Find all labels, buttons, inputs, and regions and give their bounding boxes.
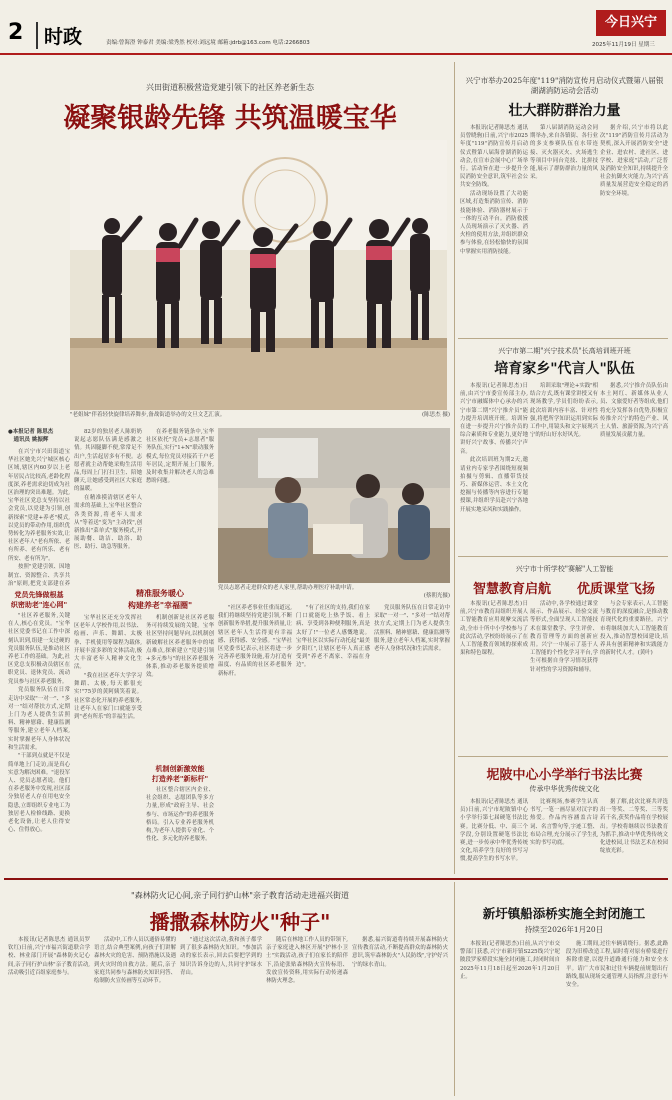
lead-subhead-1b: 织密助老"连心网" (10, 601, 68, 609)
lead-body-col3b (146, 614, 214, 764)
lead-body-col1b (8, 612, 70, 872)
calligraphy-body-col2 (530, 798, 598, 874)
masthead (0, 0, 672, 55)
lead-body-col2 (74, 428, 142, 588)
calligraphy-paragraph: 据了解,此次比赛共评选出一等奖、二等奖、三等奖若干名,获奖作品将在学校展出。学校将继续以书法教育为抓手,推动中华优秀传统文化进校园,让书法艺术在校园绽放光彩。 (600, 799, 668, 855)
lead-body-col6 (374, 604, 450, 872)
calligraphy-paragraph: 比赛现场,参赛学生认真书写,一笔一画尽显对汉字的热爱。作品内容涵盖古诗词、名言警句等,字迹工整、布局合理,充分展示了学生扎实的书写功底。 (530, 799, 598, 847)
lead-paragraph: 在兴宁市兴田街道宝华社区她先兴宁城区核心区域,辖区内60岁以上老年居民占比较高,老龄化程度深,养老需求迫切成为社区治理的突出难题。为此,宝华社区党总支坚持以社会党员,以党建为引领,创新探索"党建+养老"模式,以党员的带动作用,组织优势转化为养老服务实效,让社区老年人"老有所依、老有所养、老有所乐、老有所安、老有所为"。 (8, 449, 70, 562)
training-headline: 培育家乡"代言人"队伍 (494, 361, 635, 377)
forest-kicker: "森林防火记心间,亲子同行护山林"亲子教育活动走进福兴街道 (131, 891, 349, 900)
lead-paragraph: 社区整合辖区内企业、社会组织、志愿团队等多方力量,形成"政府主导、社会参与、市场运作"的养老服务格局。引入专业养老服务机构,为老年人提供专业化、个性化、多元化的养老服务。 (146, 787, 214, 843)
training-paragraph: 据悉,兴宁推介员队伍由本土网红、新媒体从业人员、文旅爱好者等组成,他们将充分发挥各自优势,积极宣传推介兴宁的特色产业、风土人情、旅游资源,为兴宁高质量发展贡献力量。 (600, 383, 668, 439)
ai-kicker: 兴宁市十所学校"赛解"人工智能 (515, 565, 614, 573)
bridge-paragraph: 本报讯(记者陈思杰)日前,从兴宁市交警部门获悉,兴宁市新圩镇S225线兴宁坭陂段罗家桥段实施全封闭施工,封闭时间自2025年11月18日起至2026年1月20日止。 (460, 941, 560, 980)
fire-body-col3 (600, 124, 668, 336)
ai-body-col3 (600, 600, 668, 754)
ai-paragraph: 与会专家表示,人工智能与教育的深度融合,是推动教育现代化的重要路径。兴宁市将继续加大人工智能教育投入,推动智慧校园建设,培养具有创新精神和实践能力的新时代人才。(黄叶) (600, 601, 668, 657)
lead-paragraph: "有了社区的支持,我们在家门口就能吃上热乎饭、看上病、享受到各种便利服务,真是太好了!"一位老人感慨地说。宝华社区以实际行动托起"最美夕阳红",让辖区老年人真正感受到"养老不离家、幸福在身边"。 (296, 605, 370, 669)
training-paragraph: 本报讯(记者陈思杰)日前,由兴宁市委宣传部主办,兴宁市融媒体中心承办的兴宁市第二期"兴宁推介员"能力提升培训班开班。培训旨在进一步提升兴宁推介员的综合素质和专业能力,更好地讲好兴宁故事、传播兴宁声音。 (460, 383, 528, 455)
lead-paragraph: 党员服务队伍在日常走访中采取"一对一"、"多对一"结对帮扶方式,定期上门为老人提供生活照料、精神慰藉、健康监测等服务,建立老年人档案,实时掌握老年人身体状况和生活需求。 (8, 687, 70, 751)
editors-line: 责编:曾海澄 钟泰君 美编:梁秀然 校对:刘远境 邮箱:jdrb@163.com 电话:2266803 (106, 40, 310, 46)
forest-body-col1 (8, 936, 90, 1094)
fire-paragraph: 第八届湖消防运动会同期举办,来自各镇街、各行业的多支参赛队伍在水带连接、灭火器灭火、火场逃生等项目中同台竞技、比拼技能,展示了群防群治力量的风采。 (530, 125, 598, 181)
lead-subhead-2: 精准服务暖心 (136, 589, 184, 598)
training-paragraph: 此次培训班为期2天,邀请业内专家学者围绕短视频拍摄与剪辑、直播带货技巧、新媒体运营、本土文化挖掘与传播等内容进行专题授课,并组织学员赴兴宁各地开展实地采风和实践操作。 (460, 457, 528, 513)
calligraphy-body-col3 (600, 798, 668, 874)
calligraphy-headline: 坭陂中心小学举行书法比赛 (486, 768, 643, 783)
lead-body-col2b (74, 614, 142, 872)
training-body-col1 (460, 382, 528, 554)
fire-paragraph: 活动现场设置了大功能区域,打造集消防宣传、消防技能体验、消防器材展示于一体的互动平台。消防救援人员现场演示了灭火器、消火栓的使用方法,并组织群众参与体验,在轻松愉快的氛围中掌握实用消防技能。 (460, 191, 528, 255)
page-number: 2 (8, 20, 24, 45)
ai-body-col2 (530, 600, 598, 754)
forest-paragraph: 据悉,福兴街道将持续开展森林防火宣传教育活动,不断提高群众的森林防火意识,筑牢森林防火"人民防线",守护好兴宁的绿水青山。 (352, 937, 448, 968)
lead-body-col3 (146, 428, 214, 588)
forest-body-col3 (180, 936, 262, 1094)
lead-paragraph: "干部到点就是不仅是简单地上门走访,而是真心实意为解决困难。"退役军人、党员志愿者说。他们在养老服务中发现,社区部分独居老人存在用电安全隐患,立即组织专业电工为独居老人检修线路、更换老化设备,让老人住得安心、住得放心。 (8, 753, 70, 834)
lead-body-col4 (218, 604, 292, 872)
ai-paragraph: 本报讯(记者陈思杰)日前,兴宁市教育局组织开展人工智能教育应用观摩交流活动,全市十所中小学校参与了此次活动,学校纷纷展示了在人工智能教育领域的探索成果和特色课程。 (460, 601, 528, 657)
bridge-body-col1 (460, 940, 560, 1094)
bridge-headline: 新圩镇船添桥实施全封闭施工 (482, 906, 646, 921)
training-body-col2 (530, 382, 598, 554)
ai-paragraph: 活动中,各学校通过课堂展示、作品展示、经验交流等形式,全面呈现人工智能技术在课堂教学、学生评价、教育管理等方面的创新应用。兴宁一中展示了基于人工智能的个性化学习平台,学生可根据自身学习情况获得针对性的学习资源和辅导。 (530, 601, 598, 673)
lead-body-col3c (146, 786, 214, 872)
ai-headline-right: 优质课堂飞扬 (576, 582, 655, 597)
forest-body-col2 (94, 936, 176, 1094)
lead-photo-credit: (陈思杰 摄) (421, 412, 450, 418)
lead-body-col1 (8, 448, 70, 588)
lead-body-col5 (296, 604, 370, 872)
lead-subhead-3: 机制创新激效能 (155, 765, 205, 773)
lead-headline: 凝聚银龄先锋 共筑温暖宝华 (63, 103, 397, 134)
paper-logo: 今日兴宁 (596, 10, 666, 36)
lead-paragraph: 机制创新是社区养老服务可持续发展的关键。宝华社区坚持问题导向,以机制创新破解社区养老服务中的堵点难点,探索建立"党建引领+多元参与"的社区养老服务体系,推动养老服务提质增效。 (146, 615, 214, 679)
ai-body-col1 (460, 600, 528, 754)
lead-paragraph: "我在社区老年大学学习舞蹈、太极,每天都很充实!"75岁的黄阿姨笑着说。社区常态化开展的养老服务,让老年人在家门口就能享受到"老有所乐"的幸福生活。 (74, 672, 142, 720)
lead-paragraph: 在养老服务链条中,宝华社区依托"党员+志愿者"服务队伍,实行"1+N"联动服务模式,每位党员对接若干户老年居民,定期开展上门服务,及时收集并解决老人的急难愁盼问题。 (146, 429, 214, 485)
ai-headline-left: 智慧教育启航 (472, 582, 551, 597)
lead-paragraph: 宝华社区还充分发挥社区老年人学校作用,以书法、绘画、声乐、舞蹈、太极拳、手机使用等课程为载体,开展丰富多彩的文体活动,极大丰富老年人精神文化生活。 (74, 615, 142, 671)
forest-headline: 播撒森林防火"种子" (149, 910, 331, 934)
section-title: 时政 (36, 22, 82, 49)
bridge-paragraph: 施工期间,过往车辆请绕行。据悉,此路段为旧桥改造工程,届时将对原有桥梁进行拆除重建,以提升道路通行能力和安全水平。请广大市民和过往车辆提前规划出行路线,服从现场交通管理人员指挥,注意行车安全。 (566, 941, 668, 989)
forest-paragraph: 随后在林地工作人员的带领下,亲子家庭进入林区开展"护林小卫士"实践活动,孩子们在家长的陪伴下,沿途张贴森林防火宣传标语、发放宣传资料,用实际行动传递森林防火理念。 (266, 937, 348, 985)
lead-paragraph: "社区养老事业任重而道远,我们将继续坚持党建引领,不断创新服务举措,提升服务质量,让辖区老年人生活得更有幸福感、获得感、安全感。"宝华社区党委书记表示,社区将进一步完善养老服务设施,着力打造有温度、有品质的社区养老服务新标杆。 (218, 605, 292, 677)
date-line: 2025年11月19日 星期三 (592, 42, 655, 48)
lead-subhead-2b: 构建养老"幸福圈" (127, 601, 193, 610)
bridge-body-col2 (566, 940, 668, 1094)
fire-body-col2 (530, 124, 598, 336)
forest-body-col4 (266, 936, 348, 1094)
training-kicker: 兴宁市第二期"兴宁技术员"长高培训班开班 (498, 347, 631, 355)
calligraphy-paragraph: 本报讯(记者陈思杰 通讯员)日前,兴宁市坭陂镇中心小学举行第七届硬笔书法比赛。比赛分低、中、高三个学段,分别设置硬笔书法比赛,进一步传承中华优秀传统文化,培养学生良好的书写习惯,提高学生的书写水平。 (460, 799, 528, 863)
training-paragraph: 培训采取"理论+实践"相结合方式,既有课堂讲授又有现场教学,学员们纷纷表示,此次培训内容丰富、针对性强,将把所学知识运用到实际工作中,用镜头和文字展现兴宁的好山好水好风光。 (530, 383, 598, 439)
lead-kicker: 兴田街道积极营造党建引领下的社区养老新生态 (146, 83, 314, 92)
lead-byline: ●本报记者 陈思杰 通讯员 姚振辉 (8, 429, 54, 443)
training-body-col3 (600, 382, 668, 554)
lead-paragraph: 82岁的独居老人陈奶奶说起志愿队伍满是感激之情。其因腿脚不便,常常足不出户,生活起居多有不便。志愿者就主动帮她采购生活用品,每周上门打扫卫生、陪她聊天,让她感受到社区大家庭的温暖。 (74, 429, 142, 493)
forest-body-col5 (352, 936, 448, 1094)
fire-kicker: 兴宁市举办2025年度"119"消防宣传月启动仪式暨第八届银湖湖消防运动会活动 (465, 76, 664, 95)
fire-body-col1 (460, 124, 528, 336)
calligraphy-subhead: 传承中华优秀传统文化 (529, 785, 600, 793)
fire-paragraph: 据介绍,兴宁市将以此次"119"消防宣传月活动为契机,深入开展消防安全"进企业、进农村、进社区、进学校、进家庭"活动,广泛普及消防安全知识,持续提升全社会抗御火灾能力,为兴宁高质量发展营造安全稳定的消防安全环境。 (600, 125, 668, 197)
fire-headline: 壮大群防群治力量 (508, 103, 621, 119)
volunteer-photo-credit: (蔡朝光摄) (423, 593, 450, 599)
lead-subhead-1: 党员先锋做根基 (14, 591, 64, 599)
lead-paragraph: 按照"党建引领、因地制宜、资源整合、共享共治"原则,把党支部建在养 (8, 564, 70, 587)
calligraphy-body-col1 (460, 798, 528, 874)
forest-paragraph: 活动中,工作人员以通俗易懂的语言,结合典型案例,向孩子们讲解森林火灾的危害、预防措施以及遇到火灾时的自救方法。随后,亲子家庭共同参与森林防火知识问答、绘制防火宣传画等互动环节。 (94, 937, 176, 985)
forest-paragraph: 本报讯(记者陈思杰 通讯员罗钦红)日前,兴宁市福兴街道联合学校、林业部门开展"森林防火记心间,亲子同行护山林"亲子教育活动,活动吸引近百组家庭参与。 (8, 937, 90, 976)
lead-paragraph: 党员服务队伍在日常走访中采取"一对一"、"多对一"结对帮扶方式,定期上门为老人提供生活照料、精神慰藉、健康监测等服务,建立老年人档案,实时掌握老年人身体状况和生活需求。 (374, 605, 450, 653)
lead-photo-caption: "老姐妹"伴着轻快旋律培养舞步,备战街道举办的文旦文艺汇演。 (70, 412, 226, 418)
volunteer-photo-caption: 党员志愿者走进群众的老人家里,帮助办理医疗补助申请。 (218, 585, 358, 591)
lead-paragraph: "社区养老服务,关键在人,核心在党员。"宝华社区党委书记在工作中深刻认识到,组建一支过硬的党员服务队伍,是推动社区养老工作的基础。为此,社区党总支积极动员辖区在职党员、退休党员、流动党员参与社区养老服务。 (8, 613, 70, 685)
fire-paragraph: 本报讯(记者陈思杰 通讯员曾晓驹)日前,兴宁市2025年度"119"消防宣传月启动仪式暨第八届海誉湖消防运动会,在宣市会展中心广场举行。活动旨在进一步提升全民消防安全意识,筑牢社会公共安全防线。 (460, 125, 528, 189)
lead-subhead-3b: 打造养老"新标杆" (151, 775, 209, 783)
bridge-subhead: 持续至2026年1月20日 (524, 925, 604, 934)
lead-paragraph: 在精准摸清辖区老年人需求的基础上,宝华社区整合各类资源,将老年人需求从"等着送"变为"主动找",创新推出"菜单式"服务模式,开展助餐、助洁、助浴、助医、助行、助急等服务。 (74, 495, 142, 551)
dance-photo (70, 140, 447, 410)
volunteer-photo (218, 428, 450, 583)
forest-paragraph: "通过这次活动,我和孩子都学到了很多森林防火知识。"参加活动的家长表示,回去后要把学到的知识告诉身边的人,共同守护绿水青山。 (180, 937, 262, 976)
